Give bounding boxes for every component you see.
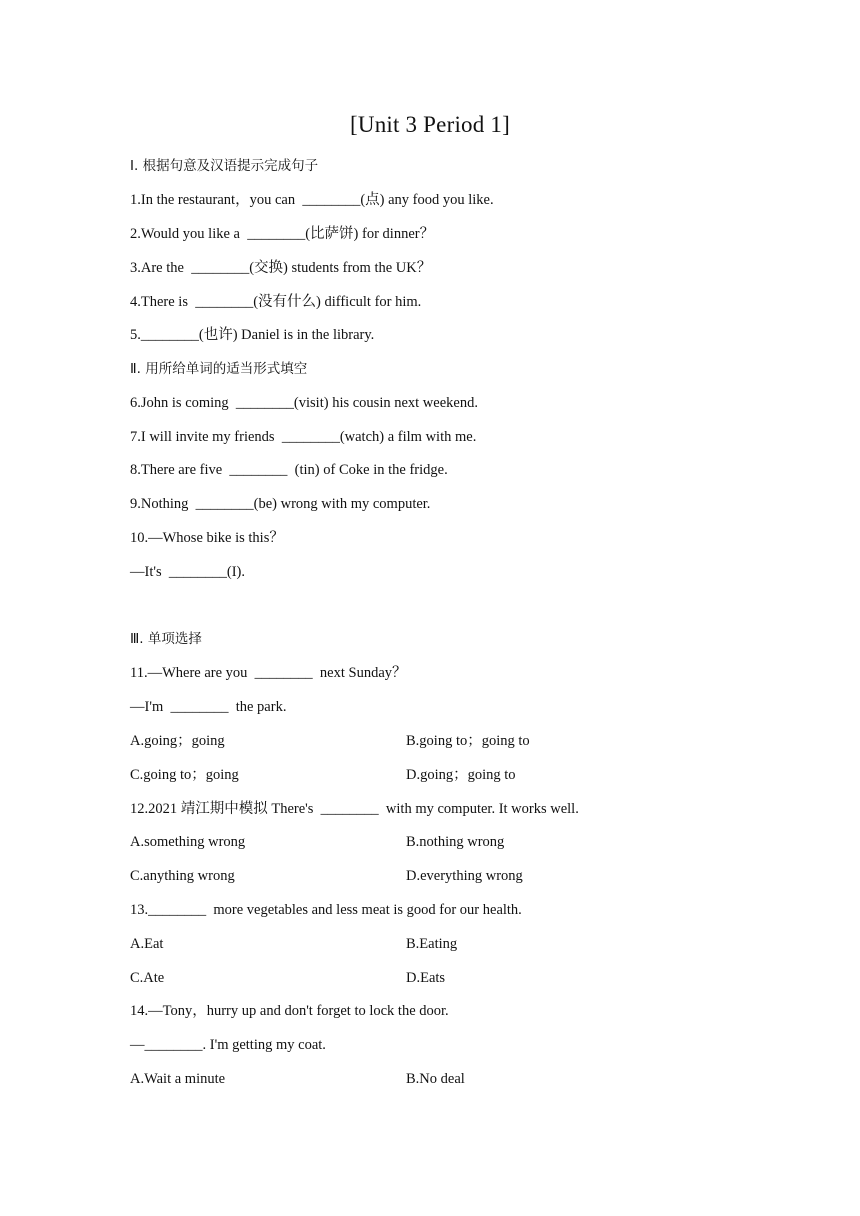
question-13-stem: 13.________ more vegetables and less meat is good for our health.: [130, 902, 522, 918]
question-10: 10.—Whose bike is this？: [130, 530, 284, 546]
question-14-option-b: B.No deal: [406, 1071, 465, 1087]
question-13-option-c: C.Ate: [130, 970, 165, 986]
question-11-option-a: A.going；going: [130, 733, 225, 749]
question-12-stem: 12.2021 靖江期中模拟 There's ________ with my computer. It works well.: [130, 801, 579, 817]
question-14-stem: 14.—Tony，hurry up and don't forget to lock the door.: [130, 1003, 449, 1019]
question-11-option-b: B.going to；going to: [406, 733, 530, 749]
section-2-heading: Ⅱ. 用所给单词的适当形式填空: [130, 361, 308, 377]
question-8: 8.There are five ________ (tin) of Coke in the fridge.: [130, 462, 448, 478]
question-12-option-a: A.something wrong: [130, 834, 246, 850]
question-13-option-a: A.Eat: [130, 936, 164, 952]
question-14-option-a: A.Wait a minute: [130, 1071, 226, 1087]
question-12-option-b: B.nothing wrong: [406, 834, 505, 850]
question-7: 7.I will invite my friends ________(watch) a film with me.: [130, 429, 477, 445]
question-5: 5.________(也许) Daniel is in the library.: [130, 327, 375, 343]
page-title: [Unit 3 Period 1]: [350, 112, 510, 137]
question-12-option-d: D.everything wrong: [406, 868, 523, 884]
question-11-reply: —I'm ________ the park.: [130, 699, 287, 715]
question-11-option-c: C.going to；going: [130, 767, 239, 783]
question-9: 9.Nothing ________(be) wrong with my computer.: [130, 496, 431, 512]
question-13-option-d: D.Eats: [406, 970, 446, 986]
question-14-reply: —________. I'm getting my coat.: [130, 1037, 326, 1053]
question-11-stem: 11.—Where are you ________ next Sunday？: [130, 665, 407, 681]
question-1: 1.In the restaurant，you can ________(点) any food you like.: [130, 192, 494, 208]
question-2: 2.Would you like a ________(比萨饼) for dinner？: [130, 226, 435, 242]
section-1-heading: Ⅰ. 根据句意及汉语提示完成句子: [130, 158, 319, 174]
question-3: 3.Are the ________(交换) students from the UK？: [130, 260, 432, 276]
question-4: 4.There is ________(没有什么) difficult for him.: [130, 294, 422, 310]
question-11-option-d: D.going；going to: [406, 767, 516, 783]
question-13-option-b: B.Eating: [406, 936, 458, 952]
question-10-answer: —It's ________(I).: [130, 564, 245, 580]
section-3-heading: Ⅲ. 单项选择: [130, 631, 202, 647]
question-12-option-c: C.anything wrong: [130, 868, 235, 884]
question-6: 6.John is coming ________(visit) his cousin next weekend.: [130, 395, 478, 411]
